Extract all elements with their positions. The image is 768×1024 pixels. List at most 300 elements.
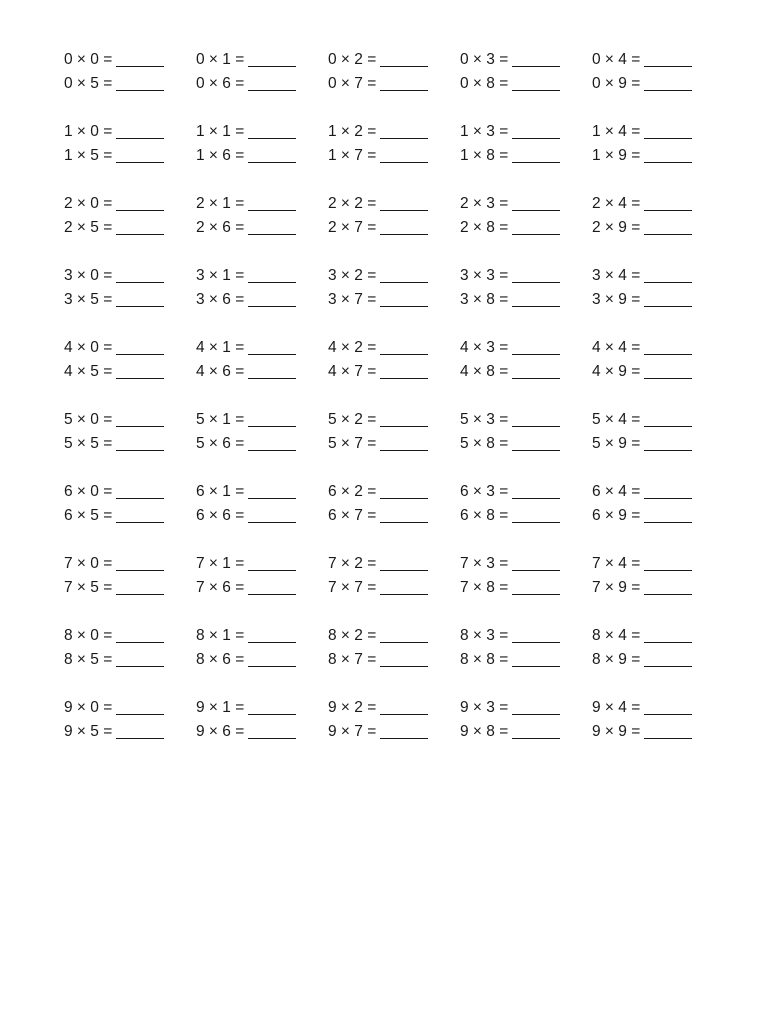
- answer-blank[interactable]: [512, 737, 560, 739]
- problem-expression: 1 × 7 =: [328, 147, 377, 164]
- multiplication-problem: [196, 506, 328, 526]
- problem-expression: 4 × 9 =: [592, 363, 641, 380]
- problem-expression: 1 × 1 =: [196, 123, 245, 140]
- answer-blank[interactable]: [116, 377, 164, 379]
- multiplication-problem: [460, 554, 592, 574]
- multiplication-problem: [328, 50, 460, 70]
- multiplication-problem: [592, 266, 724, 286]
- multiplication-problem: [592, 434, 724, 454]
- problem-expression: 5 × 5 =: [64, 435, 113, 452]
- answer-blank[interactable]: [644, 305, 692, 307]
- problem-row: [64, 190, 724, 214]
- answer-blank[interactable]: [248, 65, 296, 67]
- answer-blank[interactable]: [248, 353, 296, 355]
- multiplication-problem: [64, 698, 196, 718]
- multiplication-problem: [592, 722, 724, 742]
- answer-blank[interactable]: [116, 737, 164, 739]
- problem-row: [64, 214, 724, 238]
- answer-blank[interactable]: [248, 569, 296, 571]
- problem-group: [64, 406, 724, 478]
- answer-blank[interactable]: [380, 641, 428, 643]
- answer-blank[interactable]: [116, 497, 164, 499]
- answer-blank[interactable]: [644, 209, 692, 211]
- answer-blank[interactable]: [380, 377, 428, 379]
- problem-expression: 6 × 4 =: [592, 483, 641, 500]
- multiplication-problem: [64, 482, 196, 502]
- answer-blank[interactable]: [380, 449, 428, 451]
- answer-blank[interactable]: [380, 665, 428, 667]
- problem-expression: 8 × 8 =: [460, 651, 509, 668]
- problem-expression: 9 × 2 =: [328, 699, 377, 716]
- problem-expression: 2 × 3 =: [460, 195, 509, 212]
- problem-expression: 3 × 1 =: [196, 267, 245, 284]
- multiplication-problem: [196, 626, 328, 646]
- answer-blank[interactable]: [248, 305, 296, 307]
- multiplication-problem: [64, 194, 196, 214]
- multiplication-problem: [328, 74, 460, 94]
- answer-blank[interactable]: [248, 281, 296, 283]
- multiplication-problem: [592, 482, 724, 502]
- answer-blank[interactable]: [644, 137, 692, 139]
- answer-blank[interactable]: [116, 569, 164, 571]
- multiplication-problem: [196, 338, 328, 358]
- answer-blank[interactable]: [116, 713, 164, 715]
- multiplication-problem: [196, 554, 328, 574]
- problem-expression: 2 × 4 =: [592, 195, 641, 212]
- answer-blank[interactable]: [248, 593, 296, 595]
- answer-blank[interactable]: [644, 89, 692, 91]
- multiplication-problem: [196, 290, 328, 310]
- answer-blank[interactable]: [512, 497, 560, 499]
- multiplication-problem: [460, 338, 592, 358]
- problem-expression: 3 × 9 =: [592, 291, 641, 308]
- multiplication-problem: [196, 146, 328, 166]
- problem-expression: 6 × 9 =: [592, 507, 641, 524]
- multiplication-problem: [592, 650, 724, 670]
- problem-expression: 3 × 3 =: [460, 267, 509, 284]
- problem-expression: 7 × 9 =: [592, 579, 641, 596]
- problem-expression: 6 × 7 =: [328, 507, 377, 524]
- answer-blank[interactable]: [512, 209, 560, 211]
- multiplication-problem: [196, 194, 328, 214]
- multiplication-problem: [64, 146, 196, 166]
- multiplication-problem: [64, 290, 196, 310]
- multiplication-problem: [328, 362, 460, 382]
- multiplication-problem: [328, 146, 460, 166]
- answer-blank[interactable]: [380, 425, 428, 427]
- problem-expression: 5 × 0 =: [64, 411, 113, 428]
- problem-expression: 9 × 6 =: [196, 723, 245, 740]
- multiplication-problem: [328, 722, 460, 742]
- answer-blank[interactable]: [116, 89, 164, 91]
- problem-expression: 2 × 8 =: [460, 219, 509, 236]
- problem-expression: 2 × 9 =: [592, 219, 641, 236]
- answer-blank[interactable]: [512, 353, 560, 355]
- multiplication-problem: [196, 266, 328, 286]
- answer-blank[interactable]: [644, 521, 692, 523]
- problem-row: [64, 694, 724, 718]
- multiplication-problem: [592, 578, 724, 598]
- multiplication-problem: [64, 434, 196, 454]
- multiplication-problem: [328, 698, 460, 718]
- answer-blank[interactable]: [248, 497, 296, 499]
- problem-row: [64, 334, 724, 358]
- answer-blank[interactable]: [644, 593, 692, 595]
- answer-blank[interactable]: [644, 569, 692, 571]
- multiplication-problem: [64, 266, 196, 286]
- answer-blank[interactable]: [644, 665, 692, 667]
- problem-expression: 5 × 4 =: [592, 411, 641, 428]
- multiplication-problem: [592, 554, 724, 574]
- multiplication-problem: [460, 290, 592, 310]
- multiplication-problem: [592, 698, 724, 718]
- answer-blank[interactable]: [644, 641, 692, 643]
- problem-expression: 6 × 8 =: [460, 507, 509, 524]
- answer-blank[interactable]: [512, 305, 560, 307]
- problem-expression: 1 × 8 =: [460, 147, 509, 164]
- problem-expression: 4 × 2 =: [328, 339, 377, 356]
- answer-blank[interactable]: [116, 281, 164, 283]
- problem-expression: 3 × 7 =: [328, 291, 377, 308]
- multiplication-problem: [196, 650, 328, 670]
- problem-expression: 0 × 7 =: [328, 75, 377, 92]
- answer-blank[interactable]: [380, 737, 428, 739]
- multiplication-problem: [328, 626, 460, 646]
- multiplication-problem: [64, 506, 196, 526]
- answer-blank[interactable]: [248, 713, 296, 715]
- multiplication-problem: [592, 50, 724, 70]
- problem-expression: 3 × 5 =: [64, 291, 113, 308]
- answer-blank[interactable]: [512, 137, 560, 139]
- problem-expression: 6 × 1 =: [196, 483, 245, 500]
- answer-blank[interactable]: [644, 281, 692, 283]
- answer-blank[interactable]: [512, 377, 560, 379]
- answer-blank[interactable]: [248, 137, 296, 139]
- problem-expression: 1 × 9 =: [592, 147, 641, 164]
- answer-blank[interactable]: [116, 305, 164, 307]
- multiplication-problem: [592, 122, 724, 142]
- answer-blank[interactable]: [116, 425, 164, 427]
- problem-expression: 9 × 9 =: [592, 723, 641, 740]
- problem-expression: 4 × 7 =: [328, 363, 377, 380]
- answer-blank[interactable]: [248, 665, 296, 667]
- answer-blank[interactable]: [380, 65, 428, 67]
- multiplication-problem: [460, 482, 592, 502]
- problem-expression: 7 × 2 =: [328, 555, 377, 572]
- problem-expression: 8 × 2 =: [328, 627, 377, 644]
- multiplication-problem: [460, 218, 592, 238]
- problem-expression: 1 × 2 =: [328, 123, 377, 140]
- problem-group: [64, 550, 724, 622]
- multiplication-problem: [64, 338, 196, 358]
- multiplication-problem: [328, 338, 460, 358]
- problem-group: [64, 622, 724, 694]
- answer-blank[interactable]: [116, 593, 164, 595]
- answer-blank[interactable]: [248, 521, 296, 523]
- problem-expression: 4 × 5 =: [64, 363, 113, 380]
- multiplication-problem: [460, 722, 592, 742]
- multiplication-problem: [64, 122, 196, 142]
- multiplication-problem: [460, 50, 592, 70]
- multiplication-problem: [64, 722, 196, 742]
- problem-expression: 3 × 0 =: [64, 267, 113, 284]
- answer-blank[interactable]: [512, 233, 560, 235]
- multiplication-problem: [460, 362, 592, 382]
- answer-blank[interactable]: [512, 65, 560, 67]
- answer-blank[interactable]: [248, 737, 296, 739]
- multiplication-problem: [460, 626, 592, 646]
- answer-blank[interactable]: [644, 497, 692, 499]
- problem-expression: 0 × 4 =: [592, 51, 641, 68]
- problem-expression: 9 × 0 =: [64, 699, 113, 716]
- multiplication-problem: [328, 506, 460, 526]
- answer-blank[interactable]: [380, 593, 428, 595]
- answer-blank[interactable]: [380, 305, 428, 307]
- multiplication-problem: [328, 218, 460, 238]
- answer-blank[interactable]: [644, 65, 692, 67]
- multiplication-problem: [328, 650, 460, 670]
- answer-blank[interactable]: [644, 353, 692, 355]
- problem-expression: 5 × 6 =: [196, 435, 245, 452]
- multiplication-problem: [196, 410, 328, 430]
- answer-blank[interactable]: [116, 449, 164, 451]
- answer-blank[interactable]: [248, 89, 296, 91]
- multiplication-problem: [460, 74, 592, 94]
- multiplication-problem: [592, 74, 724, 94]
- multiplication-problem: [64, 578, 196, 598]
- answer-blank[interactable]: [380, 497, 428, 499]
- problem-expression: 3 × 8 =: [460, 291, 509, 308]
- multiplication-problem: [328, 194, 460, 214]
- answer-blank[interactable]: [380, 137, 428, 139]
- multiplication-problem: [196, 698, 328, 718]
- problem-expression: 6 × 0 =: [64, 483, 113, 500]
- problem-row: [64, 142, 724, 166]
- answer-blank[interactable]: [380, 89, 428, 91]
- answer-blank[interactable]: [248, 161, 296, 163]
- answer-blank[interactable]: [512, 569, 560, 571]
- multiplication-problem: [592, 626, 724, 646]
- problem-expression: 6 × 2 =: [328, 483, 377, 500]
- problem-group: [64, 694, 724, 766]
- answer-blank[interactable]: [248, 209, 296, 211]
- answer-blank[interactable]: [644, 425, 692, 427]
- answer-blank[interactable]: [116, 641, 164, 643]
- problem-row: [64, 430, 724, 454]
- answer-blank[interactable]: [116, 65, 164, 67]
- multiplication-problem: [196, 74, 328, 94]
- answer-blank[interactable]: [248, 449, 296, 451]
- multiplication-problem: [328, 554, 460, 574]
- problem-expression: 8 × 7 =: [328, 651, 377, 668]
- problem-expression: 4 × 8 =: [460, 363, 509, 380]
- problem-expression: 0 × 9 =: [592, 75, 641, 92]
- problem-row: [64, 358, 724, 382]
- answer-blank[interactable]: [380, 281, 428, 283]
- problem-expression: 2 × 6 =: [196, 219, 245, 236]
- multiplication-problem: [460, 506, 592, 526]
- answer-blank[interactable]: [116, 233, 164, 235]
- problem-expression: 5 × 1 =: [196, 411, 245, 428]
- problem-expression: 4 × 0 =: [64, 339, 113, 356]
- answer-blank[interactable]: [380, 713, 428, 715]
- problem-expression: 7 × 5 =: [64, 579, 113, 596]
- problem-expression: 7 × 6 =: [196, 579, 245, 596]
- answer-blank[interactable]: [116, 353, 164, 355]
- multiplication-problem: [64, 554, 196, 574]
- problem-group: [64, 478, 724, 550]
- answer-blank[interactable]: [116, 665, 164, 667]
- multiplication-problem: [460, 146, 592, 166]
- problem-expression: 3 × 4 =: [592, 267, 641, 284]
- answer-blank[interactable]: [380, 521, 428, 523]
- answer-blank[interactable]: [248, 377, 296, 379]
- problem-expression: 0 × 3 =: [460, 51, 509, 68]
- problem-expression: 5 × 7 =: [328, 435, 377, 452]
- multiplication-problem: [64, 218, 196, 238]
- multiplication-problem: [592, 194, 724, 214]
- answer-blank[interactable]: [512, 425, 560, 427]
- answer-blank[interactable]: [644, 161, 692, 163]
- problem-expression: 7 × 7 =: [328, 579, 377, 596]
- answer-blank[interactable]: [644, 233, 692, 235]
- answer-blank[interactable]: [248, 233, 296, 235]
- multiplication-problem: [592, 218, 724, 238]
- problem-expression: 4 × 1 =: [196, 339, 245, 356]
- problem-expression: 9 × 1 =: [196, 699, 245, 716]
- multiplication-worksheet: [64, 46, 724, 766]
- problem-row: [64, 478, 724, 502]
- multiplication-problem: [64, 410, 196, 430]
- problem-expression: 8 × 5 =: [64, 651, 113, 668]
- multiplication-problem: [196, 434, 328, 454]
- problem-expression: 9 × 5 =: [64, 723, 113, 740]
- problem-expression: 1 × 6 =: [196, 147, 245, 164]
- multiplication-problem: [328, 266, 460, 286]
- answer-blank[interactable]: [512, 521, 560, 523]
- problem-row: [64, 718, 724, 742]
- answer-blank[interactable]: [512, 89, 560, 91]
- problem-expression: 2 × 5 =: [64, 219, 113, 236]
- answer-blank[interactable]: [644, 449, 692, 451]
- multiplication-problem: [592, 410, 724, 430]
- problem-row: [64, 550, 724, 574]
- answer-blank[interactable]: [248, 425, 296, 427]
- multiplication-problem: [64, 650, 196, 670]
- multiplication-problem: [460, 434, 592, 454]
- problem-expression: 7 × 8 =: [460, 579, 509, 596]
- answer-blank[interactable]: [512, 161, 560, 163]
- multiplication-problem: [460, 122, 592, 142]
- problem-expression: 4 × 6 =: [196, 363, 245, 380]
- problem-expression: 5 × 9 =: [592, 435, 641, 452]
- problem-expression: 6 × 6 =: [196, 507, 245, 524]
- multiplication-problem: [328, 578, 460, 598]
- multiplication-problem: [328, 482, 460, 502]
- multiplication-problem: [64, 74, 196, 94]
- multiplication-problem: [592, 506, 724, 526]
- multiplication-problem: [64, 626, 196, 646]
- answer-blank[interactable]: [380, 569, 428, 571]
- answer-blank[interactable]: [512, 665, 560, 667]
- problem-expression: 0 × 6 =: [196, 75, 245, 92]
- multiplication-problem: [592, 338, 724, 358]
- problem-expression: 4 × 4 =: [592, 339, 641, 356]
- problem-expression: 9 × 4 =: [592, 699, 641, 716]
- problem-expression: 7 × 1 =: [196, 555, 245, 572]
- multiplication-problem: [460, 650, 592, 670]
- problem-expression: 3 × 2 =: [328, 267, 377, 284]
- problem-group: [64, 46, 724, 118]
- problem-expression: 0 × 8 =: [460, 75, 509, 92]
- answer-blank[interactable]: [248, 641, 296, 643]
- problem-expression: 0 × 1 =: [196, 51, 245, 68]
- problem-expression: 9 × 8 =: [460, 723, 509, 740]
- answer-blank[interactable]: [512, 449, 560, 451]
- problem-expression: 2 × 2 =: [328, 195, 377, 212]
- answer-blank[interactable]: [512, 641, 560, 643]
- multiplication-problem: [64, 50, 196, 70]
- answer-blank[interactable]: [380, 233, 428, 235]
- problem-expression: 3 × 6 =: [196, 291, 245, 308]
- answer-blank[interactable]: [512, 713, 560, 715]
- problem-expression: 2 × 7 =: [328, 219, 377, 236]
- problem-expression: 0 × 2 =: [328, 51, 377, 68]
- problem-row: [64, 286, 724, 310]
- problem-expression: 5 × 3 =: [460, 411, 509, 428]
- multiplication-problem: [592, 362, 724, 382]
- answer-blank[interactable]: [512, 593, 560, 595]
- answer-blank[interactable]: [116, 161, 164, 163]
- problem-expression: 0 × 0 =: [64, 51, 113, 68]
- answer-blank[interactable]: [644, 737, 692, 739]
- problem-row: [64, 406, 724, 430]
- problem-expression: 6 × 3 =: [460, 483, 509, 500]
- problem-row: [64, 622, 724, 646]
- problem-expression: 1 × 5 =: [64, 147, 113, 164]
- answer-blank[interactable]: [116, 521, 164, 523]
- multiplication-problem: [328, 410, 460, 430]
- problem-row: [64, 46, 724, 70]
- multiplication-problem: [328, 434, 460, 454]
- problem-expression: 9 × 3 =: [460, 699, 509, 716]
- problem-expression: 4 × 3 =: [460, 339, 509, 356]
- answer-blank[interactable]: [380, 161, 428, 163]
- multiplication-problem: [460, 698, 592, 718]
- multiplication-problem: [196, 482, 328, 502]
- problem-expression: 2 × 0 =: [64, 195, 113, 212]
- answer-blank[interactable]: [116, 137, 164, 139]
- answer-blank[interactable]: [512, 281, 560, 283]
- answer-blank[interactable]: [380, 353, 428, 355]
- answer-blank[interactable]: [116, 209, 164, 211]
- problem-expression: 5 × 8 =: [460, 435, 509, 452]
- answer-blank[interactable]: [644, 713, 692, 715]
- answer-blank[interactable]: [644, 377, 692, 379]
- problem-expression: 1 × 0 =: [64, 123, 113, 140]
- problem-expression: 8 × 9 =: [592, 651, 641, 668]
- problem-expression: 2 × 1 =: [196, 195, 245, 212]
- problem-expression: 1 × 3 =: [460, 123, 509, 140]
- problem-group: [64, 118, 724, 190]
- problem-expression: 9 × 7 =: [328, 723, 377, 740]
- multiplication-problem: [592, 146, 724, 166]
- problem-group: [64, 262, 724, 334]
- problem-row: [64, 574, 724, 598]
- problem-row: [64, 262, 724, 286]
- problem-group: [64, 190, 724, 262]
- answer-blank[interactable]: [380, 209, 428, 211]
